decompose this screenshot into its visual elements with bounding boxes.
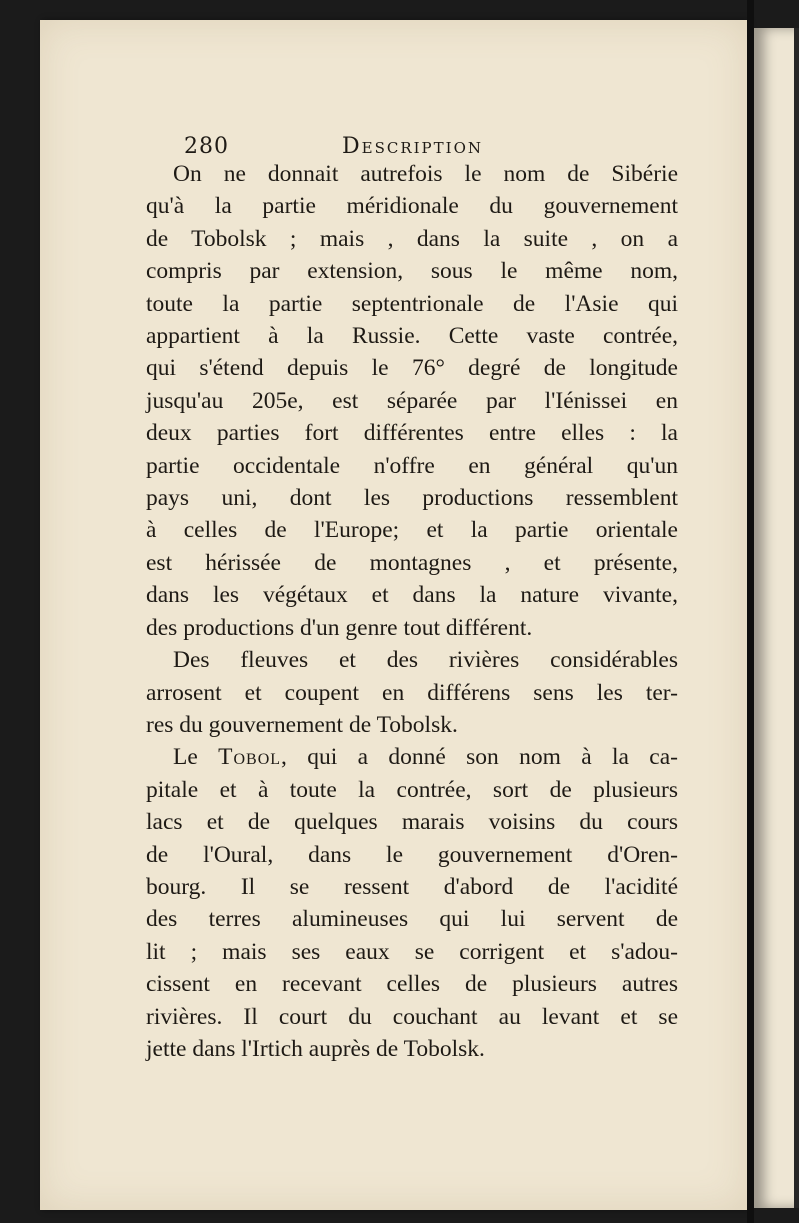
adjacent-page-edge — [754, 28, 799, 1208]
text-line: à celles de l'Europe; et la partie orientale — [146, 517, 678, 544]
text-line: deux parties fort différentes entre elles : la — [146, 420, 678, 447]
text-line: partie occidentale n'offre en général qu'un — [146, 452, 678, 479]
text-line: jette dans l'Irtich auprès de Tobolsk. — [146, 1035, 485, 1062]
text-line: dans les végétaux et dans la nature vivante, — [146, 582, 678, 609]
text-line: lit ; mais ses eaux se corrigent et s'adou- — [146, 938, 678, 965]
text-line: appartient à la Russie. Cette vaste contrée, — [146, 323, 678, 350]
body-text — [146, 158, 678, 1065]
text-line: jusqu'au 205e, est séparée par l'Iénissei en — [146, 387, 678, 414]
text-line: qu'à la partie méridionale du gouvernement — [146, 193, 678, 220]
page-number: 280 — [184, 134, 229, 159]
text-line: compris par extension, sous le même nom, — [146, 258, 678, 285]
text-line: lacs et de quelques marais voisins du cours — [146, 809, 678, 836]
paragraph-2 — [146, 644, 678, 741]
river-line-prefix: Le — [173, 744, 219, 771]
text-line: est hérissée de montagnes , et présente, — [146, 549, 678, 576]
text-line: des productions d'un genre tout différent. — [146, 614, 533, 641]
text-line: arrosent et coupent en différens sens les ter- — [146, 679, 678, 706]
paragraph-3 — [146, 741, 678, 1065]
text-line: On ne donnait autrefois le nom de Sibérie — [173, 161, 678, 187]
river-name: Tobol — [218, 744, 282, 771]
text-line: Des fleuves et des rivières considérables — [173, 647, 678, 674]
text-line: res du gouvernement de Tobolsk. — [146, 711, 458, 738]
text-line: cissent en recevant celles de plusieurs autres — [146, 971, 678, 998]
text-line — [146, 741, 678, 773]
page-edge-shadow — [794, 28, 799, 1208]
river-line-rest: , qui a donné son nom à la ca- — [281, 744, 678, 771]
text-line: pitale et à toute la contrée, sort de plusieurs — [146, 776, 678, 803]
text-line: pays uni, dont les productions ressemblent — [146, 485, 678, 512]
text-line: bourg. Il se ressent d'abord de l'acidité — [146, 873, 678, 900]
text-line: de Tobolsk ; mais , dans la suite , on a — [146, 225, 678, 252]
book-gutter — [747, 0, 754, 1223]
text-line: rivières. Il court du couchant au levant et se — [146, 1003, 678, 1030]
text-line: des terres alumineuses qui lui servent de — [146, 906, 678, 933]
paragraph-1 — [146, 158, 678, 644]
text-line: qui s'étend depuis le 76° degré de longitude — [146, 355, 678, 382]
text-line: toute la partie septentrionale de l'Asie qui — [146, 290, 678, 317]
running-head: Description — [342, 134, 484, 159]
text-line: de l'Oural, dans le gouvernement d'Oren- — [146, 841, 678, 868]
